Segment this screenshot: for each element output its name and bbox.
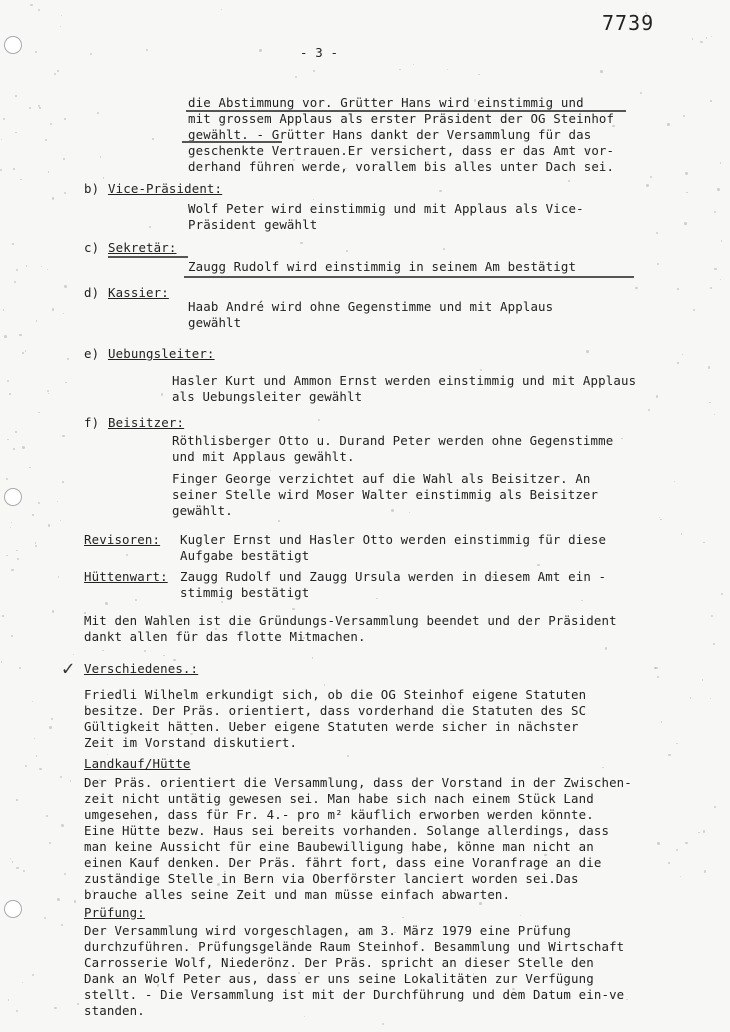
text-line: besitze. Der Präs. orientiert, dass vorderhand die Statuten des SC bbox=[84, 703, 587, 718]
scan-speck bbox=[60, 26, 61, 27]
scan-speck bbox=[146, 49, 148, 51]
scan-speck bbox=[117, 1007, 120, 1010]
scan-speck bbox=[717, 188, 720, 191]
section-heading: Prüfung: bbox=[84, 905, 145, 920]
scan-speck bbox=[478, 74, 479, 75]
scan-speck bbox=[656, 232, 658, 234]
scan-speck bbox=[34, 738, 36, 740]
scan-speck bbox=[676, 743, 678, 745]
scan-speck bbox=[58, 576, 60, 578]
scan-speck bbox=[660, 519, 662, 521]
scan-speck bbox=[47, 390, 49, 392]
text-line: Kugler Ernst und Hasler Otto werden einstimmig für diese bbox=[180, 532, 607, 547]
scan-speck bbox=[714, 211, 716, 213]
scan-speck bbox=[640, 92, 642, 94]
text-line: Der Präs. orientiert die Versammlung, dass der Vorstand in der Zwischen- bbox=[84, 775, 632, 790]
scan-speck bbox=[710, 100, 712, 102]
text-line: geschenkte Vertrauen.Er versichert, dass er das Amt vor- bbox=[188, 143, 615, 158]
scan-speck bbox=[12, 243, 14, 245]
scan-speck bbox=[60, 776, 62, 778]
scan-speck bbox=[685, 172, 687, 174]
scan-speck bbox=[100, 156, 101, 157]
scan-speck bbox=[300, 242, 303, 245]
scan-speck bbox=[304, 1016, 305, 1017]
text-line: stimmig bestätigt bbox=[180, 585, 310, 600]
scan-speck bbox=[65, 382, 67, 384]
scan-speck bbox=[16, 1010, 18, 1012]
scan-speck bbox=[48, 524, 51, 527]
punch-hole bbox=[4, 900, 22, 918]
scan-speck bbox=[22, 352, 24, 354]
item-letter: b) bbox=[84, 181, 100, 196]
scan-speck bbox=[683, 115, 685, 117]
scan-speck bbox=[674, 481, 675, 482]
scan-speck bbox=[668, 754, 670, 756]
scan-speck bbox=[635, 287, 637, 289]
scan-speck bbox=[657, 263, 659, 265]
text-line: Zaugg Rudolf und Zaugg Ursula werden in diesem Amt ein - bbox=[180, 569, 607, 584]
scan-speck bbox=[721, 593, 723, 595]
scan-speck bbox=[74, 900, 77, 903]
scan-speck bbox=[97, 112, 99, 114]
scan-speck bbox=[9, 393, 11, 395]
scan-speck bbox=[157, 984, 159, 986]
scan-speck bbox=[51, 718, 53, 720]
scan-speck bbox=[685, 842, 687, 844]
scan-speck bbox=[473, 973, 474, 974]
scan-speck bbox=[47, 269, 48, 270]
scan-speck bbox=[15, 431, 17, 433]
scan-speck bbox=[706, 37, 707, 38]
scan-speck bbox=[32, 974, 34, 976]
scan-speck bbox=[703, 830, 706, 833]
scan-speck bbox=[6, 555, 7, 556]
scan-speck bbox=[64, 873, 66, 875]
scan-speck bbox=[35, 542, 36, 543]
text-line: mit grossem Applaus als erster Präsident der OG Steinhof bbox=[188, 111, 615, 126]
scan-speck bbox=[12, 861, 14, 863]
punch-hole bbox=[4, 36, 22, 54]
section-heading: Beisitzer: bbox=[108, 415, 185, 430]
scan-speck bbox=[586, 350, 589, 353]
scan-speck bbox=[54, 73, 56, 75]
scan-speck bbox=[64, 192, 66, 194]
scan-speck bbox=[657, 842, 659, 844]
scan-speck bbox=[3, 309, 5, 311]
text-line: Carrosserie Wolf, Niederönz. Der Präs. spricht an dieser Stelle den bbox=[84, 955, 594, 970]
scan-speck bbox=[84, 612, 86, 614]
scan-speck bbox=[16, 550, 18, 552]
scan-speck bbox=[62, 481, 64, 483]
scan-speck bbox=[6, 478, 8, 480]
scan-speck bbox=[346, 250, 348, 252]
scan-speck bbox=[711, 615, 714, 618]
scan-speck bbox=[394, 932, 395, 933]
scan-speck bbox=[61, 15, 62, 16]
scan-speck bbox=[602, 767, 604, 769]
scan-speck bbox=[16, 269, 18, 271]
item-letter: e) bbox=[84, 346, 100, 361]
scan-speck bbox=[99, 779, 100, 780]
scan-speck bbox=[17, 558, 19, 560]
scan-speck bbox=[25, 350, 27, 352]
scan-speck bbox=[152, 138, 154, 140]
scan-speck bbox=[704, 870, 706, 872]
scan-speck bbox=[45, 139, 47, 141]
scan-speck bbox=[29, 107, 31, 109]
scan-speck bbox=[1, 661, 3, 663]
text-line: umgesehen, dass für Fr. 4.- pro m² käuflich erworben werden könnte. bbox=[84, 807, 594, 822]
scan-speck bbox=[126, 554, 128, 556]
scan-speck bbox=[0, 169, 2, 171]
scan-speck bbox=[347, 755, 349, 757]
scan-speck bbox=[402, 917, 403, 918]
scan-speck bbox=[49, 842, 51, 844]
text-line: Haab André wird ohne Gegenstimme und mit Applaus bbox=[188, 299, 554, 314]
scan-speck bbox=[8, 999, 10, 1001]
section-heading: Vice-Präsident: bbox=[108, 181, 223, 196]
scan-speck bbox=[581, 600, 582, 601]
scan-speck bbox=[4, 335, 7, 338]
scan-speck bbox=[502, 206, 504, 208]
scan-speck bbox=[44, 917, 46, 919]
text-line: seiner Stelle wird Moser Walter einstimmig als Beisitzer bbox=[172, 487, 599, 502]
section-heading: Kassier: bbox=[108, 285, 169, 300]
scan-speck bbox=[10, 527, 11, 528]
scan-speck bbox=[648, 409, 650, 411]
scan-speck bbox=[67, 358, 69, 360]
scan-speck bbox=[39, 107, 41, 109]
scan-speck bbox=[13, 168, 15, 170]
scan-speck bbox=[46, 815, 48, 817]
scan-speck bbox=[25, 765, 27, 767]
item-letter: c) bbox=[84, 240, 100, 255]
scan-speck bbox=[63, 158, 64, 159]
scan-speck bbox=[221, 601, 223, 603]
scan-speck bbox=[10, 858, 11, 859]
scan-speck bbox=[1, 139, 2, 140]
scan-speck bbox=[657, 676, 659, 678]
scan-speck bbox=[626, 999, 628, 1001]
scan-speck bbox=[107, 754, 109, 756]
scan-speck bbox=[650, 176, 652, 178]
scan-speck bbox=[391, 509, 394, 512]
scan-speck bbox=[318, 419, 320, 421]
scan-speck bbox=[721, 240, 722, 241]
scan-speck bbox=[22, 982, 23, 983]
scan-speck bbox=[70, 780, 71, 781]
scan-speck bbox=[14, 281, 16, 283]
scan-speck bbox=[149, 226, 152, 229]
scan-speck bbox=[714, 806, 716, 808]
scan-speck bbox=[703, 542, 704, 543]
scan-speck bbox=[702, 679, 704, 681]
scan-speck bbox=[646, 184, 648, 186]
scan-speck bbox=[36, 755, 37, 756]
scan-speck bbox=[103, 177, 104, 178]
scan-speck bbox=[714, 268, 717, 271]
scan-speck bbox=[35, 51, 37, 53]
scan-speck bbox=[11, 569, 14, 572]
text-line: und mit Applaus gewählt. bbox=[172, 449, 355, 464]
text-line: Aufgabe bestätigt bbox=[180, 548, 310, 563]
scan-speck bbox=[15, 132, 16, 133]
scan-speck bbox=[293, 159, 294, 160]
pen-strike-mark bbox=[184, 276, 634, 278]
text-line: standen. bbox=[84, 1003, 145, 1018]
text-line: Röthlisberger Otto u. Durand Peter werden ohne Gegenstimme bbox=[172, 433, 614, 448]
text-line: als Uebungsleiter gewählt bbox=[172, 389, 363, 404]
scan-speck bbox=[61, 924, 63, 926]
scan-speck bbox=[480, 369, 482, 371]
scan-speck bbox=[700, 41, 703, 44]
section-heading: Hüttenwart: bbox=[84, 569, 168, 584]
scan-speck bbox=[720, 162, 722, 164]
pen-strike-mark bbox=[108, 256, 188, 258]
checkmark-icon: ✓ bbox=[62, 656, 75, 680]
scan-speck bbox=[710, 287, 712, 289]
scan-speck bbox=[298, 996, 299, 997]
scan-speck bbox=[36, 320, 38, 322]
scan-speck bbox=[399, 69, 400, 70]
document-number: 7739 bbox=[602, 11, 655, 35]
scan-speck bbox=[684, 222, 687, 225]
scan-speck bbox=[64, 285, 67, 288]
text-line: dankt allen für das flotte Mitmachen. bbox=[84, 629, 366, 644]
scan-speck bbox=[698, 832, 700, 834]
scan-speck bbox=[39, 768, 41, 770]
scan-speck bbox=[57, 501, 58, 502]
scan-speck bbox=[313, 70, 315, 72]
scan-speck bbox=[292, 608, 294, 610]
text-line: Präsident gewählt bbox=[188, 217, 318, 232]
scan-speck bbox=[7, 380, 9, 382]
scan-speck bbox=[26, 265, 27, 266]
scan-speck bbox=[667, 123, 669, 125]
scan-speck bbox=[690, 697, 691, 698]
scan-speck bbox=[491, 576, 493, 578]
scan-speck bbox=[2, 615, 3, 616]
text-line: zeit nicht untätig gewesen sei. Man habe sich nach einem Stück Land bbox=[84, 791, 594, 806]
scan-speck bbox=[278, 520, 280, 522]
scan-speck bbox=[105, 602, 107, 604]
scan-speck bbox=[144, 650, 146, 652]
scan-speck bbox=[447, 69, 448, 70]
scan-speck bbox=[439, 190, 442, 193]
pen-strike-mark bbox=[186, 110, 626, 112]
section-heading: Landkauf/Hütte bbox=[84, 756, 191, 771]
scan-speck bbox=[38, 412, 40, 414]
scan-speck bbox=[48, 171, 49, 172]
scan-speck bbox=[714, 414, 716, 416]
scan-speck bbox=[13, 448, 15, 450]
scan-speck bbox=[612, 125, 614, 127]
scan-speck bbox=[90, 53, 92, 55]
scan-speck bbox=[720, 279, 721, 280]
scan-speck bbox=[677, 362, 678, 363]
scan-speck bbox=[20, 179, 21, 180]
scan-speck bbox=[345, 168, 346, 169]
scan-speck bbox=[50, 123, 52, 125]
scan-speck bbox=[600, 70, 603, 73]
scan-speck bbox=[135, 599, 137, 601]
scan-speck bbox=[479, 902, 482, 905]
text-line: gewählt. bbox=[172, 503, 233, 518]
scan-speck bbox=[621, 438, 622, 439]
scan-speck bbox=[32, 514, 33, 515]
scan-speck bbox=[57, 898, 60, 901]
text-line: Zeit im Vorstand diskutiert. bbox=[84, 735, 298, 750]
text-line: brauche alles seine Zeit und man müsse einfach abwarten. bbox=[84, 887, 511, 902]
scan-speck bbox=[16, 799, 17, 800]
scan-speck bbox=[586, 149, 588, 151]
scan-speck bbox=[30, 4, 33, 7]
scan-speck bbox=[7, 439, 9, 441]
scan-speck bbox=[15, 95, 17, 97]
scan-speck bbox=[52, 308, 54, 310]
scan-speck bbox=[711, 36, 712, 37]
scan-speck bbox=[709, 402, 711, 404]
scan-speck bbox=[52, 610, 55, 613]
scan-speck bbox=[693, 309, 695, 311]
scan-speck bbox=[35, 545, 37, 547]
scan-speck bbox=[48, 393, 49, 394]
scan-speck bbox=[692, 38, 694, 40]
section-heading: Sekretär: bbox=[108, 240, 177, 255]
pen-strike-mark bbox=[182, 141, 282, 143]
scan-speck bbox=[16, 867, 18, 869]
scan-speck bbox=[64, 118, 66, 120]
text-line: einen Kauf denken. Der Präs. fährt fort, dass eine Voranfrage an die bbox=[84, 855, 602, 870]
scan-speck bbox=[686, 192, 687, 193]
scan-speck bbox=[23, 870, 25, 872]
scan-speck bbox=[520, 915, 521, 916]
scan-speck bbox=[63, 313, 64, 314]
scan-speck bbox=[22, 446, 25, 449]
scan-speck bbox=[41, 266, 43, 268]
punch-hole bbox=[4, 488, 22, 506]
scan-speck bbox=[413, 64, 414, 65]
text-line: Wolf Peter wird einstimmig und mit Applaus als Vice- bbox=[188, 201, 584, 216]
scan-speck bbox=[99, 783, 100, 784]
scan-speck bbox=[708, 366, 711, 369]
text-line: derhand führen werde, vorallem bis alles unter Dach sei. bbox=[188, 159, 615, 174]
scan-speck bbox=[656, 395, 659, 398]
scan-speck bbox=[682, 354, 683, 355]
scan-speck bbox=[3, 118, 5, 120]
scan-speck bbox=[32, 701, 33, 702]
text-line: durchzuführen. Prüfungsgelände Raum Steinhof. Besammlung und Wirtschaft bbox=[84, 939, 625, 954]
scan-speck bbox=[77, 1003, 79, 1005]
text-line: die Abstimmung vor. Grütter Hans wird einstimmig und bbox=[188, 95, 584, 110]
scan-speck bbox=[217, 883, 220, 886]
scan-speck bbox=[680, 876, 681, 877]
scan-speck bbox=[568, 180, 570, 182]
scan-speck bbox=[11, 635, 13, 637]
scan-speck bbox=[382, 1023, 384, 1025]
scan-speck bbox=[654, 667, 656, 669]
section-heading: Uebungsleiter: bbox=[108, 346, 215, 361]
scan-speck bbox=[537, 564, 540, 567]
section-heading: Verschiedenes.: bbox=[84, 661, 199, 676]
text-line: Finger George verzichtet auf die Wahl als Beisitzer. An bbox=[172, 471, 591, 486]
scan-speck bbox=[49, 726, 52, 729]
text-line: Dank an Wolf Peter aus, dass er uns seine Lokalitäten zur Verfügung bbox=[84, 971, 594, 986]
text-line: Zaugg Rudolf wird einstimmig in seinem Am bestätigt bbox=[188, 259, 577, 274]
scan-speck bbox=[661, 721, 663, 723]
scan-speck bbox=[668, 862, 670, 864]
scan-speck bbox=[443, 248, 445, 250]
scan-speck bbox=[676, 849, 678, 851]
item-letter: d) bbox=[84, 285, 100, 300]
scan-speck bbox=[163, 655, 164, 656]
scan-speck bbox=[38, 502, 40, 504]
scan-speck bbox=[295, 76, 297, 78]
scan-speck bbox=[19, 334, 22, 337]
text-line: Hasler Kurt und Ammon Ernst werden einstimmig und mit Applaus bbox=[172, 373, 637, 388]
scan-speck bbox=[295, 948, 297, 950]
scan-speck bbox=[38, 9, 40, 11]
scan-speck bbox=[376, 598, 377, 599]
text-line: Der Versammlung wird vorgeschlagen, am 3. März 1979 eine Prüfung bbox=[84, 923, 572, 938]
scan-speck bbox=[52, 197, 55, 200]
scan-speck bbox=[259, 49, 262, 52]
scan-speck bbox=[19, 667, 21, 669]
page-marker: - 3 - bbox=[300, 45, 339, 60]
text-line: Eine Hütte bezw. Haus sei bereits vorhanden. Solange allerdings, dass bbox=[84, 823, 610, 838]
scan-speck bbox=[11, 522, 12, 523]
scan-speck bbox=[29, 467, 30, 468]
scan-speck bbox=[54, 1007, 57, 1010]
scan-speck bbox=[221, 9, 222, 10]
scan-speck bbox=[324, 684, 326, 686]
scan-speck bbox=[450, 703, 452, 705]
scan-speck bbox=[312, 657, 313, 658]
section-heading: Revisoren: bbox=[84, 532, 161, 547]
scan-speck bbox=[713, 643, 715, 645]
scan-speck bbox=[62, 435, 65, 438]
scan-speck bbox=[60, 520, 62, 522]
text-line: stellt. - Die Versammlung ist mit der Durchführung und dem Datum ein-ve bbox=[84, 987, 625, 1002]
text-line: Friedli Wilhelm erkundigt sich, ob die OG Steinhof eigene Statuten bbox=[84, 687, 587, 702]
scan-speck bbox=[681, 533, 682, 534]
scan-speck bbox=[57, 70, 59, 72]
scan-speck bbox=[605, 647, 607, 649]
text-line: Mit den Wahlen ist die Gründungs-Versammlung beendet und der Präsident bbox=[84, 613, 617, 628]
item-letter: f) bbox=[84, 415, 100, 430]
text-line: gewählt bbox=[188, 315, 242, 330]
text-line: zuständige Stelle in Bern via Oberförster lanciert worden sei.Das bbox=[84, 871, 579, 886]
text-line: gewählt. - Grütter Hans dankt der Versammlung für das bbox=[188, 127, 592, 142]
scan-speck bbox=[61, 824, 64, 827]
scan-speck bbox=[161, 393, 163, 395]
text-line: man keine Aussicht für eine Baubewilligung habe, könne man nicht an bbox=[84, 839, 594, 854]
scan-speck bbox=[474, 99, 476, 101]
scan-speck bbox=[409, 512, 410, 513]
scan-speck bbox=[710, 698, 711, 699]
scan-speck bbox=[677, 288, 679, 290]
text-line: Gültigkeit hätten. Ueber eigene Statuten werde sicher in nächster bbox=[84, 719, 579, 734]
scan-speck bbox=[102, 650, 103, 651]
scan-speck bbox=[270, 470, 271, 471]
